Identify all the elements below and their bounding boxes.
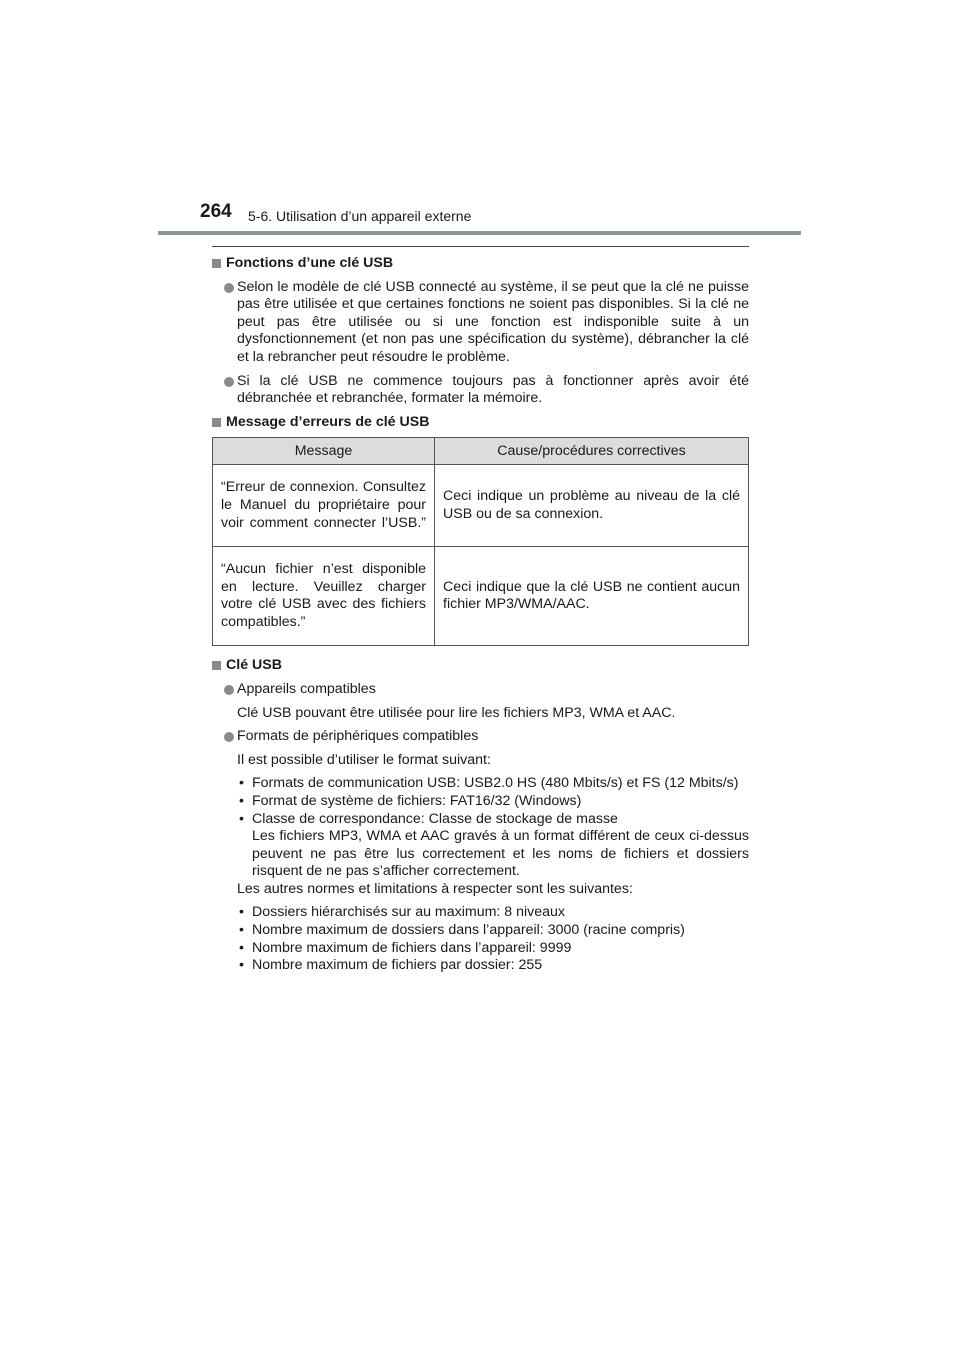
section-divider xyxy=(212,246,749,247)
circle-bullet-icon xyxy=(224,283,234,293)
table-cell-cause: Ceci indique un problème au niveau de la clé USB ou de sa connexion. xyxy=(435,465,749,547)
paragraph: Clé USB pouvant être utilisée pour lire les fichiers MP3, WMA et AAC. xyxy=(237,704,676,721)
column-header: Message xyxy=(213,438,435,465)
square-bullet-icon xyxy=(212,259,221,268)
square-bullet-icon xyxy=(212,661,221,670)
table-cell-message: “Erreur de connexion. Consultez le Manuel du propriétaire pour voir comment connecter l’USB.” xyxy=(213,465,435,547)
list-item: Appareils compatibles xyxy=(212,681,749,699)
table-cell-message: “Aucun fichier n’est disponible en lecture. Veuillez charger votre clé USB avec des fichiers compatibles.” xyxy=(213,547,435,646)
section-heading: Fonctions d’une clé USB xyxy=(212,255,749,273)
table-header-row xyxy=(213,438,749,465)
sub-bullet-item: • Nombre maximum de dossiers dans l’appareil: 3000 (racine compris) xyxy=(239,922,685,939)
list-item: Selon le modèle de clé USB connecté au système, il se peut que la clé ne puisse pas être utilisée et que certaines fonctions ne soient pas disponibles. Si la clé ne peut pas être utilisée ou si une fonction est indisponible suite à un dysfonctionnement (et non pas une spécification du système), débrancher la clé et la rebrancher peut résoudre le problème. xyxy=(212,279,749,367)
circle-bullet-icon xyxy=(224,685,234,695)
sub-bullet-item: • Formats de communication USB: USB2.0 HS (480 Mbits/s) et FS (12 Mbits/s) xyxy=(239,775,739,792)
sub-bullet-item: • Nombre maximum de fichiers par dossier: 255 xyxy=(239,957,543,974)
paragraph: Il est possible d’utiliser le format suivant: xyxy=(237,751,491,768)
chapter-title: 5-6. Utilisation d’un appareil externe xyxy=(248,208,472,224)
circle-bullet-icon xyxy=(224,732,234,742)
sub-bullet-item: • Nombre maximum de fichiers dans l’appareil: 9999 xyxy=(239,939,572,956)
list-item: Si la clé USB ne commence toujours pas à fonctionner après avoir été débranchée et rebranchée, formater la mémoire. xyxy=(212,373,749,408)
section-heading: Clé USB xyxy=(212,657,749,675)
square-bullet-icon xyxy=(212,418,221,427)
table-row xyxy=(213,465,749,547)
column-header: Cause/procédures correctives xyxy=(435,438,749,465)
sub-bullet-item: • Classe de correspondance: Classe de stockage de masse xyxy=(239,810,618,827)
list-item: Formats de périphériques compatibles xyxy=(212,728,749,746)
paragraph: Les autres normes et limitations à respecter sont les suivantes: xyxy=(237,880,633,897)
error-message-table xyxy=(212,437,749,646)
page-content xyxy=(212,255,749,975)
section-heading: Message d’erreurs de clé USB xyxy=(212,414,749,432)
table-cell-cause: Ceci indique que la clé USB ne contient aucun fichier MP3/WMA/AAC. xyxy=(435,547,749,646)
page-number: 264 xyxy=(200,201,232,222)
sub-bullet-item: • Dossiers hiérarchisés sur au maximum: 8 niveaux xyxy=(239,904,566,921)
circle-bullet-icon xyxy=(224,377,234,387)
table-row xyxy=(213,547,749,646)
header-rule xyxy=(158,231,801,235)
format-note: Les fichiers MP3, WMA et AAC gravés à un format différent de ceux ci-dessus peuvent ne pas être lus correctement et les noms de fichiers et dossiers risquent de ne pas s’afficher correctement. xyxy=(252,828,749,880)
sub-bullet-item: • Format de système de fichiers: FAT16/32 (Windows) xyxy=(239,792,582,809)
